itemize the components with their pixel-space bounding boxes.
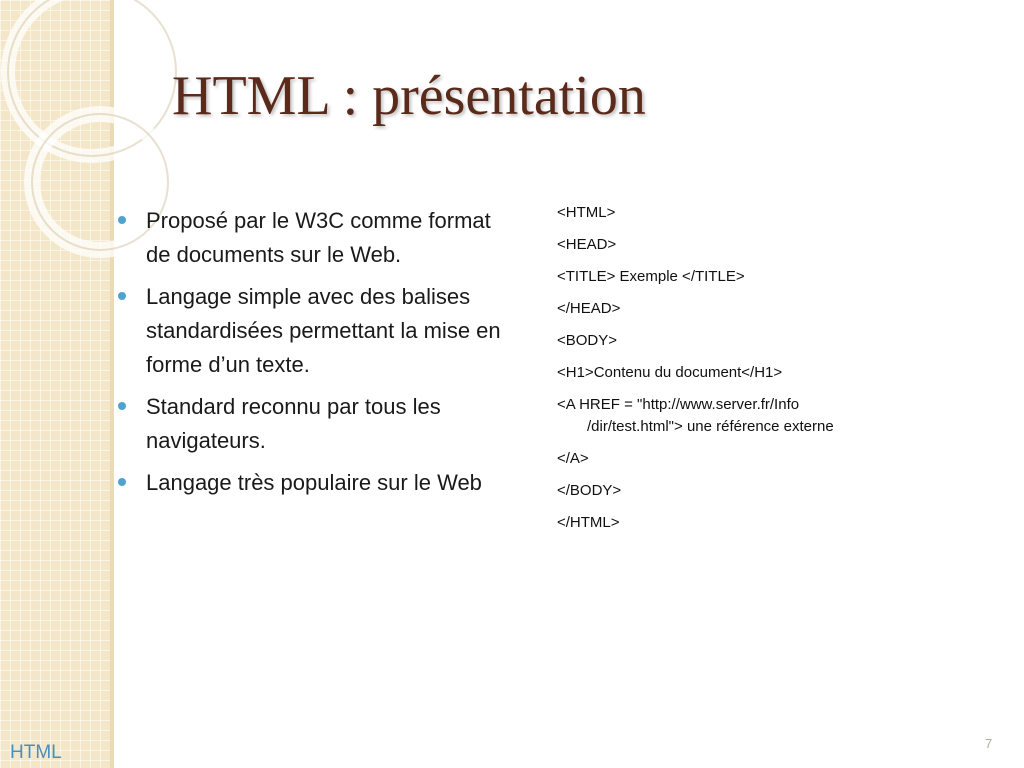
code-line: <TITLE> Exemple </TITLE> — [557, 268, 745, 285]
bullet-item — [116, 466, 516, 500]
bullet-icon — [118, 478, 126, 486]
code-example — [557, 202, 997, 544]
code-line: </HTML> — [557, 514, 620, 531]
bullet-item — [116, 280, 516, 382]
code-line-anchor — [557, 394, 997, 438]
bullet-icon — [118, 216, 126, 224]
bullet-list — [116, 204, 516, 508]
code-line: <HTML> — [557, 204, 616, 221]
code-line: </A> — [557, 450, 589, 467]
bullet-text: Proposé par le W3C comme format de documents sur le Web. — [146, 208, 491, 267]
code-line: <BODY> — [557, 332, 618, 349]
bullet-icon — [118, 402, 126, 410]
slide-title: HTML : présentation — [172, 65, 646, 127]
footer-label: HTML — [10, 742, 62, 763]
bullet-item — [116, 204, 516, 272]
bullet-item — [116, 390, 516, 458]
code-line: <A HREF = "http://www.server.fr/Info — [557, 396, 800, 413]
code-line-continuation: /dir/test.html"> une référence externe — [587, 418, 834, 435]
bullet-text: Langage très populaire sur le Web — [146, 470, 482, 495]
code-line: </HEAD> — [557, 300, 621, 317]
code-line: <HEAD> — [557, 236, 617, 253]
code-line: <H1>Contenu du document</H1> — [557, 364, 783, 381]
code-line: </BODY> — [557, 482, 622, 499]
bullet-icon — [118, 292, 126, 300]
bullet-text: Langage simple avec des balises standardisées permettant la mise en forme d’un texte. — [146, 284, 501, 377]
bullet-text: Standard reconnu par tous les navigateurs. — [146, 394, 441, 453]
page-number: 7 — [985, 736, 993, 751]
